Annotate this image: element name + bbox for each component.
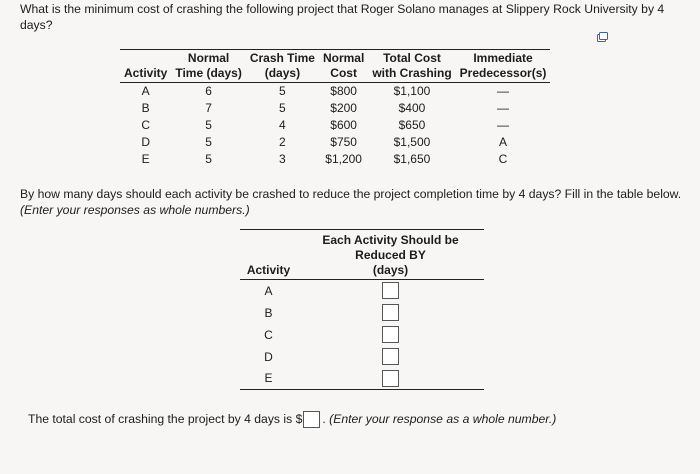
predecessor-cell: C [498,152,508,166]
normal-cost-cell: $1,200 [325,152,362,166]
header-top [120,50,171,67]
normal-time-cell: 6 [205,84,212,98]
total-cost-cell: $1,100 [393,84,431,98]
crash-time-cell: 5 [279,84,286,98]
crash-time-cell: 4 [279,118,286,132]
predecessor-cell: A [499,135,508,149]
header-bottom: Cost [319,66,368,83]
table-row [120,100,550,117]
activity-label: A [264,283,273,298]
normal-time-cell: 5 [205,135,212,149]
reduced-header-line: Reduced BY [355,248,426,262]
instructions [20,186,690,218]
crash-time-cell: 5 [279,101,286,115]
normal-cost-cell: $750 [330,135,357,149]
total-cost-cell: $1,650 [393,152,431,166]
crash-time-cell: 3 [279,152,286,166]
activity-cell: B [141,101,150,115]
reduction-input-b[interactable] [382,304,399,321]
total-cost-cell: $650 [398,118,426,132]
header-top: Normal [171,50,245,67]
table-row [240,324,484,346]
normal-cost-cell: $600 [330,118,357,132]
header-bottom: Time (days) [171,66,245,83]
normal-time-cell: 5 [205,152,212,166]
project-data-table [120,49,550,168]
table-row [120,151,550,168]
activity-label: E [264,371,273,386]
header-bottom: with Crashing [368,66,455,83]
copy-icon[interactable] [597,32,608,42]
reduction-input-c[interactable] [382,326,399,343]
crash-time-cell: 2 [279,135,286,149]
activity-cell: A [141,84,150,98]
normal-cost-cell: $800 [330,84,357,98]
header-top: Immediate [456,50,551,67]
instruction-main: By how many days should each activity be crashed to reduce the project completion time by 4 days? Fill in the table below. [20,187,682,201]
total-cost-cell: $1,500 [393,135,431,149]
total-note: (Enter your response as a whole number.) [329,412,557,426]
activity-label: D [264,349,273,364]
header-bottom: (days) [246,66,319,83]
question-text: What is the minimum cost of crashing the following project that Roger Solano manages at Slippery Rock University by 4 days? [20,2,665,32]
table-row [120,83,550,101]
normal-time-cell: 7 [205,101,212,115]
normal-cost-cell: $200 [330,101,357,115]
activity-header: Activity [246,263,291,277]
table-row [240,280,484,302]
predecessor-cell: — [497,84,510,98]
header-bottom: Predecessor(s) [456,66,551,83]
reduction-table [240,229,484,390]
table-row [240,368,484,390]
total-period: . [322,412,326,426]
reduced-header-line: (days) [372,263,409,277]
header-bottom: Activity [120,66,171,83]
header-top: Total Cost [368,50,455,67]
total-cost-line [28,411,556,428]
table-row [120,134,550,151]
predecessor-cell: — [497,118,510,132]
activity-cell: D [141,135,151,149]
table-row [240,346,484,368]
reduction-input-e[interactable] [382,370,399,387]
activity-cell: C [141,118,151,132]
instruction-note: (Enter your responses as whole numbers.) [20,203,250,217]
reduced-header-line: Each Activity Should be [322,233,459,247]
activity-label: C [264,327,273,342]
table-row [120,117,550,134]
predecessor-cell: — [497,101,510,115]
reduction-input-a[interactable] [382,282,399,299]
total-cost-input[interactable] [303,411,320,428]
activity-cell: E [141,152,150,166]
reduced-by-header [297,230,484,280]
header-top: Normal [319,50,368,67]
activity-label: B [264,305,273,320]
total-text: The total cost of crashing the project by 4 days is $ [28,412,303,426]
table-row [240,302,484,324]
normal-time-cell: 5 [205,118,212,132]
header-top: Crash Time [246,50,319,67]
reduction-input-d[interactable] [382,348,399,365]
total-cost-cell: $400 [398,101,426,115]
